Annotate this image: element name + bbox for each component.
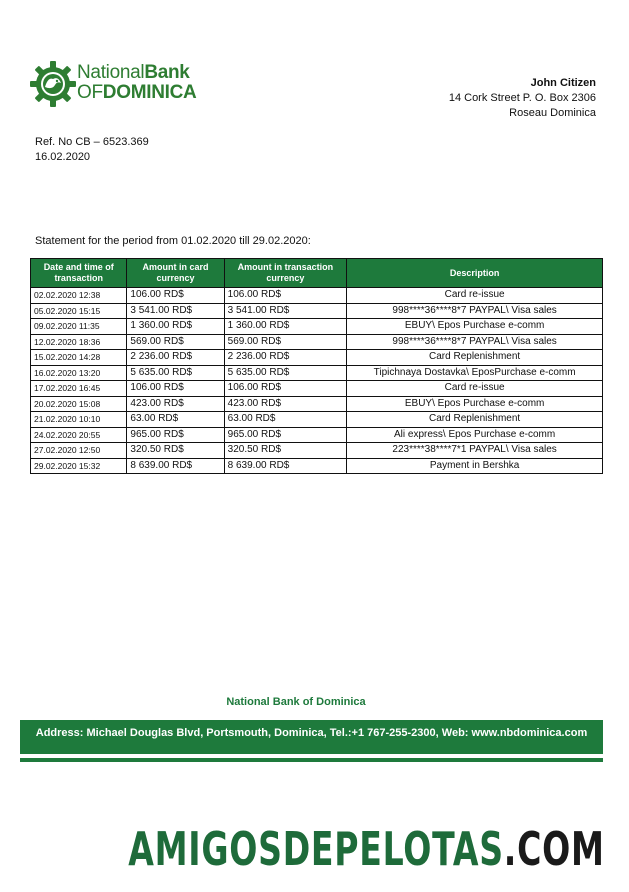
- recipient-address: [449, 76, 596, 121]
- watermark: [129, 822, 605, 876]
- statement-period: Statement for the period from 01.02.2020 till 29.02.2020:: [35, 235, 311, 247]
- cell-date: 15.02.2020 14:28: [31, 350, 127, 366]
- table-row: [31, 412, 603, 428]
- cell-date: 20.02.2020 15:08: [31, 396, 127, 412]
- bank-logo: [30, 61, 210, 107]
- reference-block: [35, 135, 149, 165]
- cell-description: Card Replenishment: [347, 412, 603, 428]
- cell-txn-amount: 3 541.00 RD$: [224, 303, 347, 319]
- watermark-tld: .COM: [504, 822, 605, 876]
- cell-date: 17.02.2020 16:45: [31, 381, 127, 397]
- cell-card-amount: 2 236.00 RD$: [127, 350, 224, 366]
- cell-description: EBUY\ Epos Purchase e-comm: [347, 396, 603, 412]
- cell-date: 21.02.2020 10:10: [31, 412, 127, 428]
- cell-txn-amount: 5 635.00 RD$: [224, 365, 347, 381]
- table-row: [31, 319, 603, 335]
- cell-description: Card re-issue: [347, 288, 603, 304]
- table-row: [31, 288, 603, 304]
- cell-date: 24.02.2020 20:55: [31, 427, 127, 443]
- header-date: Date and time of transaction: [31, 259, 127, 288]
- table-row: [31, 365, 603, 381]
- cell-txn-amount: 106.00 RD$: [224, 288, 347, 304]
- cell-date: 16.02.2020 13:20: [31, 365, 127, 381]
- cell-date: 09.02.2020 11:35: [31, 319, 127, 335]
- cell-card-amount: 423.00 RD$: [127, 396, 224, 412]
- cell-date: 29.02.2020 15:32: [31, 458, 127, 474]
- recipient-address-line2: Roseau Dominica: [509, 107, 596, 119]
- footer-contact: Address: Michael Douglas Blvd, Portsmouth, Dominica, Tel.:+1 767-255-2300, Web: www.nbdominica.com: [35, 727, 588, 739]
- cell-txn-amount: 1 360.00 RD$: [224, 319, 347, 335]
- cell-card-amount: 965.00 RD$: [127, 427, 224, 443]
- cell-card-amount: 106.00 RD$: [127, 288, 224, 304]
- cell-date: 05.02.2020 15:15: [31, 303, 127, 319]
- cell-date: 12.02.2020 18:36: [31, 334, 127, 350]
- logo-dominica: DOMINICA: [102, 82, 197, 103]
- table-row: [31, 443, 603, 459]
- cell-card-amount: 106.00 RD$: [127, 381, 224, 397]
- watermark-main: AMIGOSDEPELOTAS: [128, 822, 505, 876]
- table-row: [31, 350, 603, 366]
- cell-txn-amount: 63.00 RD$: [224, 412, 347, 428]
- cell-txn-amount: 8 639.00 RD$: [224, 458, 347, 474]
- cell-txn-amount: 106.00 RD$: [224, 381, 347, 397]
- cell-description: Card Replenishment: [347, 350, 603, 366]
- cell-description: 998****36****8*7 PAYPAL\ Visa sales: [347, 303, 603, 319]
- cell-description: Payment in Bershka: [347, 458, 603, 474]
- cell-txn-amount: 569.00 RD$: [224, 334, 347, 350]
- cell-description: Card re-issue: [347, 381, 603, 397]
- header-txn-amount: Amount in transaction currency: [224, 259, 347, 288]
- cell-description: Ali express\ Epos Purchase e-comm: [347, 427, 603, 443]
- cell-description: Tipichnaya Dostavka\ EposPurchase e-comm: [347, 365, 603, 381]
- document-date: 16.02.2020: [35, 151, 91, 163]
- table-row: [31, 381, 603, 397]
- cell-description: 223****38****7*1 PAYPAL\ Visa sales: [347, 443, 603, 459]
- logo-bank: Bank: [144, 62, 190, 83]
- cell-card-amount: 569.00 RD$: [127, 334, 224, 350]
- table-row: [31, 427, 603, 443]
- cell-txn-amount: 320.50 RD$: [224, 443, 347, 459]
- recipient-name: John Citizen: [530, 77, 596, 89]
- cell-card-amount: 1 360.00 RD$: [127, 319, 224, 335]
- cell-date: 27.02.2020 12:50: [31, 443, 127, 459]
- cell-card-amount: 320.50 RD$: [127, 443, 224, 459]
- header-description: Description: [347, 259, 603, 288]
- gear-icon: [30, 61, 76, 107]
- cell-txn-amount: 423.00 RD$: [224, 396, 347, 412]
- footer-contact-bar: [20, 720, 603, 758]
- transactions-table: [30, 258, 603, 474]
- table-row: [31, 396, 603, 412]
- cell-description: EBUY\ Epos Purchase e-comm: [347, 319, 603, 335]
- cell-txn-amount: 2 236.00 RD$: [224, 350, 347, 366]
- table-row: [31, 458, 603, 474]
- cell-card-amount: 5 635.00 RD$: [127, 365, 224, 381]
- table-header-row: [31, 259, 603, 288]
- cell-card-amount: 3 541.00 RD$: [127, 303, 224, 319]
- logo-of: OF: [77, 82, 103, 103]
- footer-bank-name: National Bank of Dominica: [226, 696, 366, 708]
- table-row: [31, 334, 603, 350]
- recipient-address-line1: 14 Cork Street P. O. Box 2306: [448, 92, 596, 104]
- cell-card-amount: 63.00 RD$: [127, 412, 224, 428]
- logo-national: National: [77, 62, 145, 83]
- reference-number: Ref. No CB – 6523.369: [35, 136, 149, 148]
- cell-txn-amount: 965.00 RD$: [224, 427, 347, 443]
- cell-card-amount: 8 639.00 RD$: [127, 458, 224, 474]
- header-card-amount: Amount in card currency: [127, 259, 224, 288]
- cell-date: 02.02.2020 12:38: [31, 288, 127, 304]
- table-row: [31, 303, 603, 319]
- cell-description: 998****36****8*7 PAYPAL\ Visa sales: [347, 334, 603, 350]
